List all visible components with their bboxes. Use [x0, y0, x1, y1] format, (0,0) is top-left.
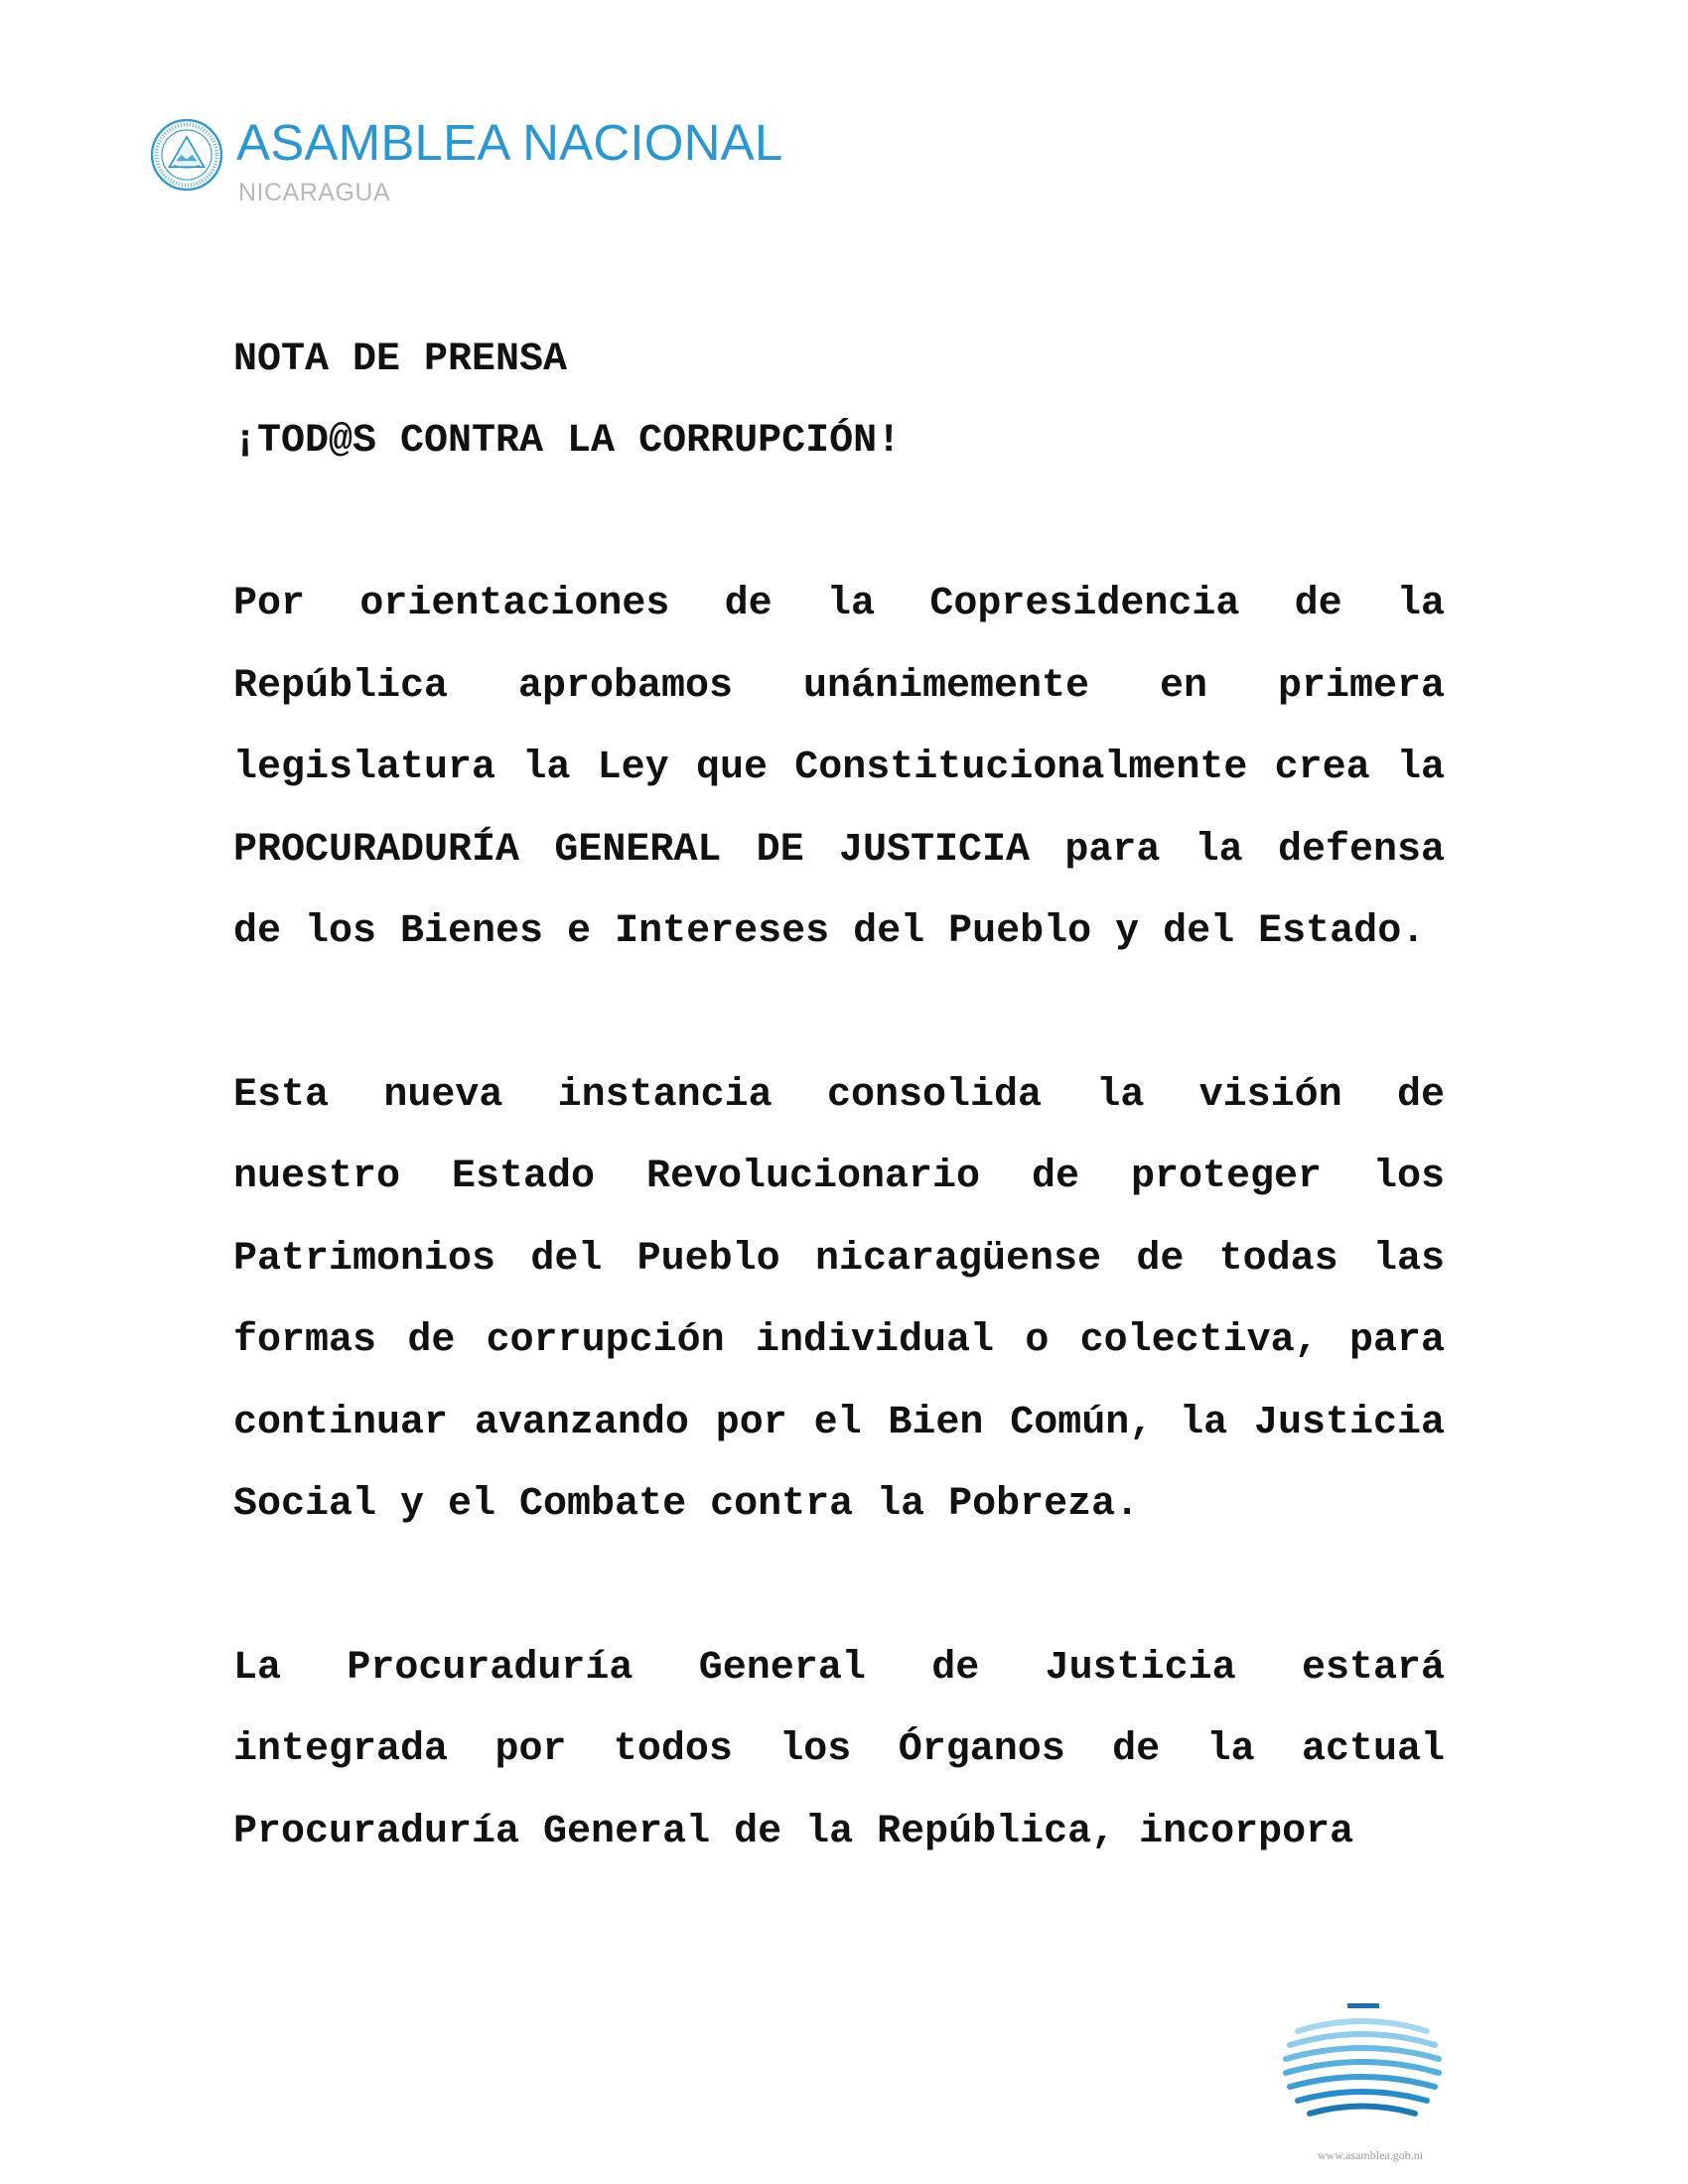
paragraph-2: Esta nueva instancia consolida la visión de nuestro Estado Revolucionario de proteger los Patrimonios del Pueblo nicaragüense de todas las formas de corrupción individual o colectiva, para continuar avanzando por el Bien Común, la Justicia Social y el Combate contra la Pobreza.: [233, 1072, 1445, 1527]
website-url: www.asamblea.gob.ni: [1317, 2148, 1424, 2162]
letterhead: [149, 111, 844, 220]
paragraph-1: Por orientaciones de la Copresidencia de la República aprobamos unánimemente en primera legislatura la Ley que Constitucionalmente crea la PROCURADURÍA GENERAL DE JUSTICIA para la defensa de los Bienes e Intereses del Pueblo y del Estado.: [233, 582, 1445, 954]
paragraph-3: La Procuraduría General de Justicia estará integrada por todos los Órganos de la actual Procuraduría General de la República, incorpora: [233, 1645, 1445, 1854]
organization-name: ASAMBLEA NACIONAL: [236, 114, 783, 171]
nicaragua-coat-of-arms-icon: [149, 117, 224, 193]
organization-country: NICARAGUA: [238, 179, 391, 206]
assembly-hemicycle-icon: [1276, 1995, 1450, 2134]
document-title: NOTA DE PRENSA: [233, 338, 568, 382]
document-subtitle: ¡TOD@S CONTRA LA CORRUPCIÓN!: [233, 419, 902, 464]
press-release-body: [233, 320, 1445, 1955]
